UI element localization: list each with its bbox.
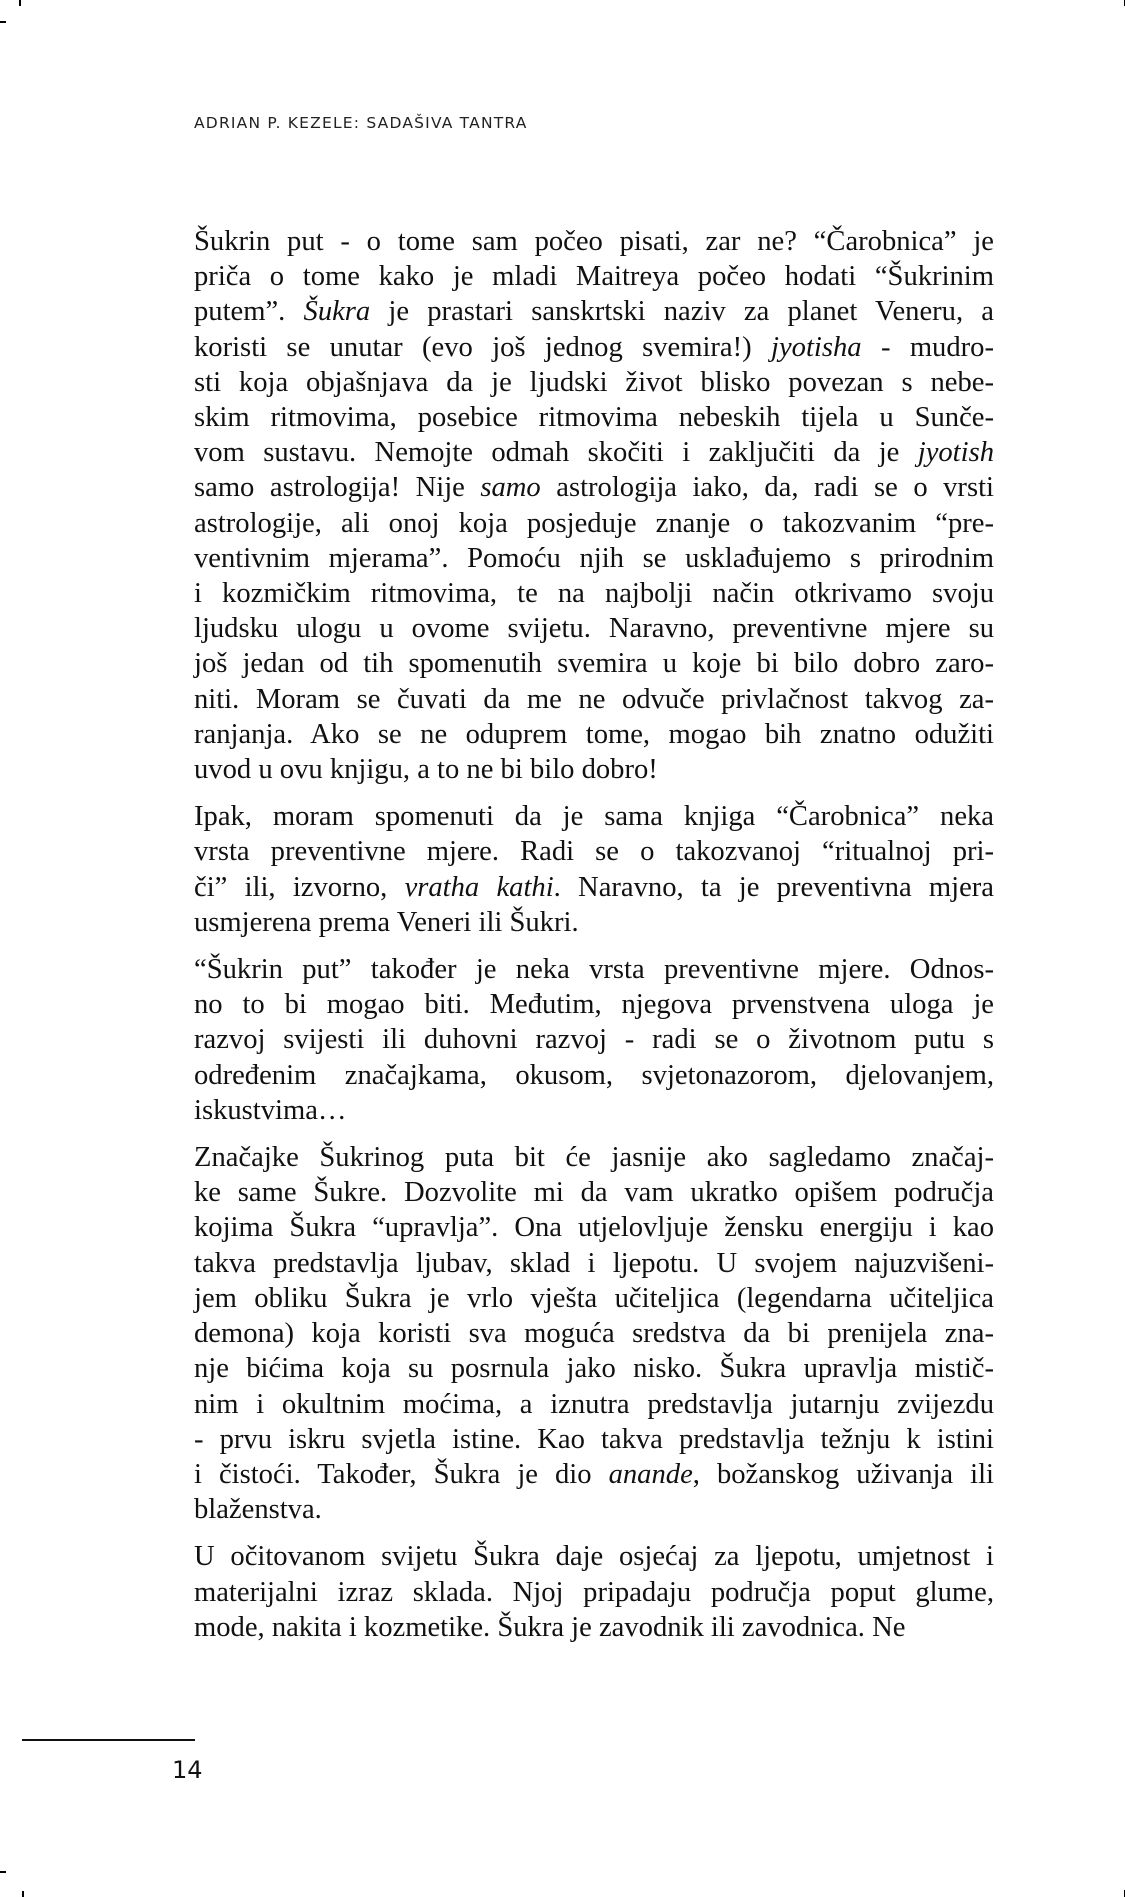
text-run: , božanskog uživanja ili <box>692 1458 994 1490</box>
page-number: 14 <box>172 1756 203 1784</box>
text-line <box>194 1457 994 1492</box>
text-run: demona) koja koristi sva moguća sredstva da bi prenijela zna- <box>194 1318 994 1350</box>
text-line <box>194 870 994 905</box>
text-line <box>194 330 994 365</box>
italic-term: Šukra <box>303 296 371 328</box>
italic-term: jyotisha <box>771 331 862 363</box>
text-run: još jedan od tih spomenutih svemira u koje bi bilo dobro zaro- <box>194 648 994 680</box>
text-line <box>194 1210 994 1245</box>
text-line <box>194 1246 994 1281</box>
text-line <box>194 365 994 400</box>
text-run: no to bi mogao biti. Međutim, njegova prvenstvena uloga je <box>194 989 994 1021</box>
text-line <box>194 1316 994 1351</box>
text-line <box>194 1610 994 1645</box>
text-line <box>194 1058 994 1093</box>
text-run: vom sustavu. Nemojte odmah skočiti i zaključiti da je <box>194 437 918 469</box>
text-line <box>194 1175 994 1210</box>
text-line <box>194 435 994 470</box>
crop-mark-bottom-left-h <box>0 1871 6 1873</box>
italic-term: samo <box>480 472 541 504</box>
text-run: usmjerena prema Veneri ili Šukri. <box>194 906 579 938</box>
paragraph <box>194 224 994 787</box>
text-run: i kozmičkim ritmovima, te na najbolji način otkrivamo svoju <box>194 578 994 610</box>
text-run: blaženstva. <box>194 1494 322 1526</box>
running-header: ADRIAN P. KEZELE: SADAŠIVA TANTRA <box>194 114 528 132</box>
text-run: samo astrologija! Nije <box>194 472 481 504</box>
text-run: “Šukrin put” također je neka vrsta preventivne mjere. Odnos- <box>194 954 994 986</box>
text-line <box>194 1351 994 1386</box>
text-run: putem”. <box>194 296 304 328</box>
text-line <box>194 1387 994 1422</box>
text-line <box>194 1422 994 1457</box>
text-run: . Naravno, ta je preventivna mjera <box>553 871 994 903</box>
text-line <box>194 752 994 787</box>
italic-term: jyotish <box>917 437 994 469</box>
text-line <box>194 905 994 940</box>
crop-mark-bottom-left-v <box>22 1891 24 1897</box>
text-run: nje bićima koja su posrnula jako nisko. Šukra upravlja mistič- <box>194 1353 994 1385</box>
text-line <box>194 799 994 834</box>
paragraph <box>194 799 994 940</box>
text-run: jem obliku Šukra je vrlo vješta učiteljica (legendarna učiteljica <box>194 1282 994 1314</box>
text-run: sti koja objašnjava da je ljudski život blisko povezan s nebe- <box>194 366 994 398</box>
crop-mark-top-left-v <box>19 0 21 6</box>
text-run: mode, nakita i kozmetike. Šukra je zavodnik ili zavodnica. Ne <box>194 1611 906 1643</box>
text-line <box>194 1281 994 1316</box>
text-run: nim i okultnim moćima, a iznutra predstavlja jutarnju zvijezdu <box>194 1388 994 1420</box>
text-line <box>194 294 994 329</box>
paragraph <box>194 1140 994 1527</box>
text-run: koristi se unutar (evo još jednog svemira!) <box>194 331 772 363</box>
text-run: iskustvima… <box>194 1094 347 1126</box>
text-run: skim ritmovima, posebice ritmovima nebeskih tijela u Sunče- <box>194 402 994 434</box>
italic-term: vratha kathi <box>404 871 554 903</box>
text-run: ranjanja. Ako se ne oduprem tome, mogao bih znatno odužiti <box>194 718 994 750</box>
text-run: astrologije, ali onoj koja posjeduje znanje o takozvanim “pre- <box>194 507 994 539</box>
text-run: priča o tome kako je mladi Maitreya počeo hodati “Šukrinim <box>194 261 994 293</box>
text-run: takva predstavlja ljubav, sklad i ljepotu. U svojem najuzvišeni- <box>194 1247 994 1279</box>
text-run: određenim značajkama, okusom, svjetonazorom, djelovanjem, <box>194 1059 994 1091</box>
text-run: ke same Šukre. Dozvolite mi da vam ukratko opišem područja <box>194 1177 994 1209</box>
text-line <box>194 224 994 259</box>
text-line <box>194 987 994 1022</box>
text-run: kojima Šukra “upravlja”. Ona utjelovljuje žensku energiju i kao <box>194 1212 994 1244</box>
text-run: ventivnim mjerama”. Pomoću njih se usklađujemo s prirodnim <box>194 542 994 574</box>
text-line <box>194 1539 994 1574</box>
text-run: astrologija iako, da, radi se o vrsti <box>540 472 994 504</box>
footer-rule <box>22 1739 195 1741</box>
text-run: - mudro- <box>861 331 994 363</box>
text-line <box>194 952 994 987</box>
text-line <box>194 834 994 869</box>
text-run: - prvu iskru svjetla istine. Kao takva predstavlja težnju k istini <box>194 1423 994 1455</box>
text-line <box>194 400 994 435</box>
text-run: vrsta preventivne mjere. Radi se o takozvanoj “ritualnoj pri- <box>194 836 994 868</box>
text-line <box>194 506 994 541</box>
text-line <box>194 1022 994 1057</box>
text-line <box>194 611 994 646</box>
body-text <box>194 224 994 1657</box>
text-run: je prastari sanskrtski naziv za planet Veneru, a <box>370 296 995 328</box>
text-line <box>194 1140 994 1175</box>
text-run: Ipak, moram spomenuti da je sama knjiga “Čarobnica” neka <box>194 801 994 833</box>
text-run: niti. Moram se čuvati da me ne odvuče privlačnost takvog za- <box>194 683 994 715</box>
text-line <box>194 1492 994 1527</box>
text-run: materijalni izraz sklada. Njoj pripadaju područja poput glume, <box>194 1576 994 1608</box>
text-run: U očitovanom svijetu Šukra daje osjećaj za ljepotu, umjetnost i <box>194 1541 994 1573</box>
text-run: Značajke Šukrinog puta bit će jasnije ako sagledamo značaj- <box>194 1142 994 1174</box>
text-run: uvod u ovu knjigu, a to ne bi bilo dobro! <box>194 754 658 786</box>
text-line <box>194 1575 994 1610</box>
crop-mark-top-left-h <box>0 21 6 23</box>
text-run: ljudsku ulogu u ovome svijetu. Naravno, preventivne mjere su <box>194 613 994 645</box>
text-run: razvoj svijesti ili duhovni razvoj - radi se o životnom putu s <box>194 1024 994 1056</box>
italic-term: anande <box>608 1458 693 1490</box>
text-run: Šukrin put - o tome sam počeo pisati, zar ne? “Čarobnica” je <box>194 226 994 257</box>
text-line <box>194 646 994 681</box>
text-line <box>194 717 994 752</box>
text-line <box>194 1093 994 1128</box>
text-run: i čistoći. Također, Šukra je dio <box>194 1458 609 1490</box>
text-line <box>194 541 994 576</box>
text-line <box>194 259 994 294</box>
text-line <box>194 682 994 717</box>
text-run: či” ili, izvorno, <box>194 871 405 903</box>
text-line <box>194 576 994 611</box>
paragraph <box>194 1539 994 1645</box>
text-line <box>194 470 994 505</box>
paragraph <box>194 952 994 1128</box>
